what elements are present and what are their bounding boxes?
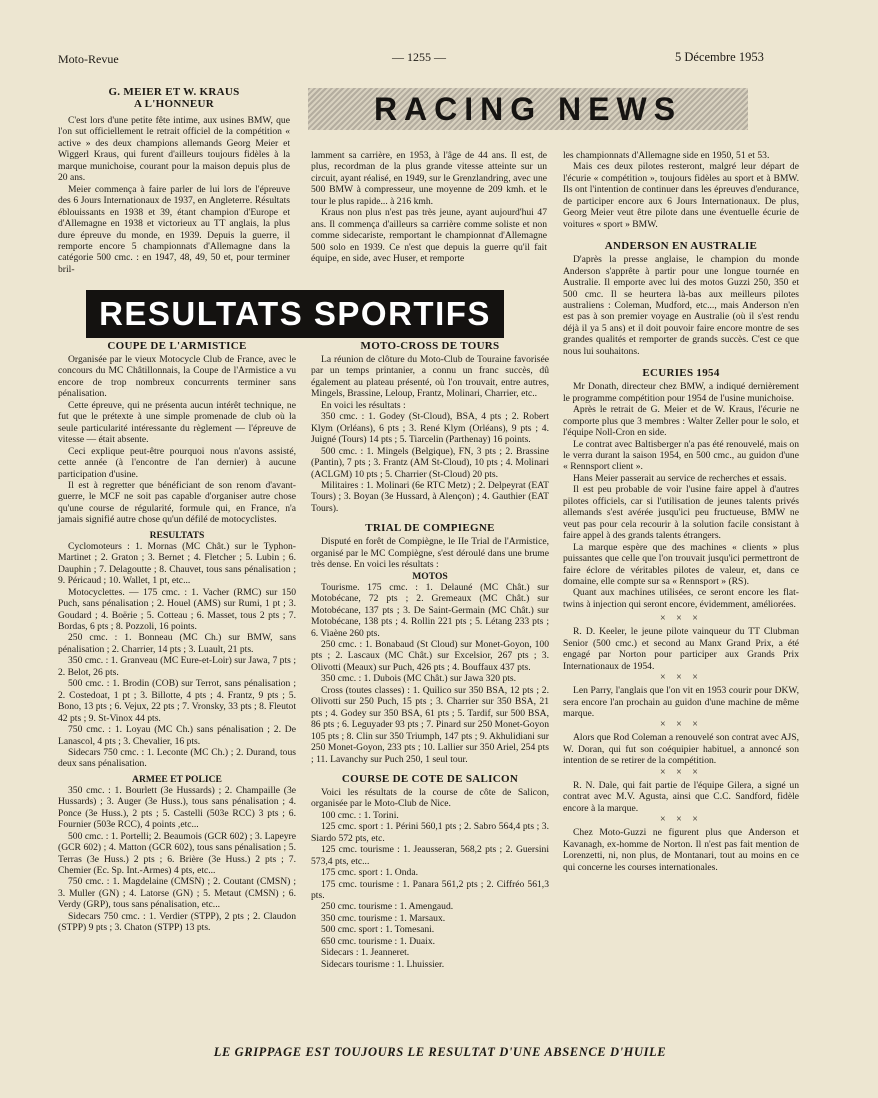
- result-line: Sidecars : 1. Jeanneret.: [321, 947, 410, 959]
- paragraph: Meier commença à faire parler de lui lors de l'épreuve des 6 Jours Internationaux de 1937, en Angleterre. Résultats éblouissants en 1938 et 39, étant champion d'Europe et d'Allemagne en 1938 et victorieux au TT anglais, la plus dure épreuve du monde, en 1939. Depuis la guerre, il remporte encore 5 championnats d'Allemagne dans la catégorie 500 cmc. : en 1947, 48, 49, 50 et, pour terminer bril-: [58, 183, 290, 275]
- paragraph: lamment sa carrière, en 1953, à l'âge de 44 ans. Il est, de plus, recordman de la plus grande vitesse atteinte sur un circuit, ayant réalisé, en 1949, sur le Grenzlandring, avec une 500 BMW à compresseur, une moyenne de 209 kmh. et le tour le plus rapide... à 216 kmh.: [311, 150, 547, 207]
- motos-subtitle: MOTOS: [412, 570, 448, 582]
- paragraph: La marque espère que des machines « clients » plus puissantes que celle que l'on trouvait jusqu'ici permettront de faire éclore de véritables pilotes de valeur, et, dans ce domaine, elle compte sur sa « Rennsport » (RS).: [563, 541, 799, 587]
- paragraph: Il est à regretter que bénéficiant de son renom d'avant-guerre, le MCF ne soit pas capable d'organiser autre chose qu'une course de régularité, formule qui, en France, n'a jamais signifié autre chose qu'un défilé de motocyclistes.: [58, 479, 296, 526]
- paragraph: Ceci explique peut-être pourquoi nous n'avons assisté, cette année (à l'encontre de l'an dernier) à aucune participation d'usine.: [58, 445, 296, 480]
- result-line: 750 cmc. : 1. Magdelaine (CMSN) ; 2. Coutant (CMSN) ; 3. Muller (GN) ; 4. Latorse (GN) ; 5. Metaut (CMSN) ; 6. Verdy (GRP), tous sans pénalisation, etc...: [58, 876, 296, 911]
- paragraph: La réunion de clôture du Moto-Club de Touraine favorisée par un temps printanier, a connu un franc succès, dû également au plateau présenté, où l'on trouvait, entre autres, Mingels, Brassine, Leloup, Frantz, Molinari, Charrier, etc..: [311, 354, 549, 400]
- result-line: Sidecars 750 cmc. : 1. Verdier (STPP), 2 pts ; 2. Claudon (STPP) 9 pts ; 3. Chaton (STPP) 13 pts.: [58, 910, 296, 934]
- paragraph: Cette épreuve, qui ne présenta aucun intérêt technique, ne fut que le prétexte à une simple promenade de club où la seule particularité intéressante du règlement — l'épreuve de vitesse — était absente.: [58, 399, 296, 446]
- paragraph: Mr Donath, directeur chez BMW, a indiqué dernièrement le programme compétition pour 1954 de l'usine munichoise.: [563, 381, 799, 404]
- separator: × × ×: [660, 766, 702, 778]
- paragraph: Disputé en forêt de Compiègne, le IIe Trial de l'Armistice, organisé par le MC Compiègne, s'est déroulé dans une brume très dense. En voici les résultats :: [311, 536, 549, 571]
- middle-column-results: [311, 340, 549, 970]
- result-line: 350 cmc. : 1. Bourlett (3e Hussards) ; 2. Champaille (3e Hussards) ; 3. Auger (3e Huss.), tous sans pénalisation ; 4. Ponce (3e Huss.), 2 pts ; 5. Castelli (503e RCC) 3 pts ; 6. Fournier (503e RCC), 4 points ,etc...: [58, 784, 296, 831]
- result-line: Cross (toutes classes) : 1. Quilico sur 350 BSA, 12 pts ; 2. Olivotti sur 250 Puch, 15 pts ; 3. Charrier sur 350 BSA, 21 pts ; 4. Godey sur 350 BSA, 61 pts ; 5. Tardif, sur 500 BSA, 86 pts ; 6. Leguyader 93 pts ; 7. Pinard sur 250 Monet-Goyon 105 pts ; 8. Clin sur 350 Triumph, 147 pts ; 9. Akhulidiani sur 250 Monet-Goyon, 233 pts ; 10. Lallier sur 350 Ariel, 254 pts ; 11. Lavanchy sur Puch 250, 1 seul tour.: [311, 684, 549, 765]
- paragraph: Le contrat avec Baltisberger n'a pas été renouvelé, mais on le verra durant la saison 1954, en 500 cmc., au guidon d'une « Rennsport client ».: [563, 438, 799, 473]
- ecuries-title: ECURIES 1954: [642, 367, 720, 380]
- separator: × × ×: [660, 613, 702, 625]
- news-item: R. D. Keeler, le jeune pilote vainqueur du TT Clubman Senior (500 cmc.) et second au Manx Grand Prix, a été engagé par Norton pour participer aux Grands Prix Internationaux de 1954.: [563, 626, 799, 672]
- resultats-sportifs-banner: RESULTATS SPORTIFS: [86, 290, 504, 338]
- result-line: Sidecars 750 cmc. : 1. Leconte (MC Ch.) ; 2. Durand, tous deux sans pénalisation.: [58, 746, 296, 770]
- article-subtitle: A L'HONNEUR: [133, 98, 214, 110]
- paragraph: Après le retrait de G. Meier et de W. Kraus, l'écurie ne comporte plus que 3 membres : Walter Zeller pour le solo, et l'équipe Noll-Cron en side.: [563, 404, 799, 439]
- result-line: 125 cmc. tourisme : 1. Jeausseran, 568,2 pts ; 2. Guersini 573,4 pts, etc...: [311, 844, 549, 867]
- result-line: 250 cmc. tourisme : 1. Amengaud.: [321, 901, 454, 913]
- news-item: Alors que Rod Coleman a renouvelé son contrat avec AJS, W. Doran, qui fut son coéquipier habituel, a annoncé son intention de se retirer de la compétition.: [563, 732, 799, 767]
- paragraph: Quant aux machines utilisées, ce seront encore les flat-twins à injection qui seront encore, évidemment, améliorées.: [563, 587, 799, 610]
- paragraph: Kraus non plus n'est pas très jeune, ayant aujourd'hui 47 ans. Il commença d'ailleurs sa carrière comme soliste et non comme sidecariste, remportant le championnat d'Allemagne 500 solo en 1939. Ce n'est que depuis la guerre qu'il fait équipe, en side, avec Huser, et remporte: [311, 207, 547, 265]
- right-column: [563, 150, 799, 873]
- result-line: Cyclomoteurs : 1. Mornas (MC Chât.) sur le Typhon-Martinet ; 2. Graton ; 3. Bernet ; 4. Fletcher ; 5. Lubin ; 6. Dauphin ; 7. Delagoutte ; 8. Chauvet, tous sans pénalisation ; 9. Péricaud ; 10. Wallet, 1 pt, etc...: [58, 540, 296, 587]
- separator: × × ×: [660, 719, 702, 731]
- result-line: 250 cmc. : 1. Bonabaud (St Cloud) sur Monet-Goyon, 100 pts ; 2. Lascaux (MC Chât.) sur Excelsior, 267 pts ; 3. Olivotti (Meaux) sur Puch, 426 pts ; 4. Bouffaux 437 pts.: [311, 638, 549, 673]
- page-number: — 1255 —: [392, 50, 446, 64]
- motocross-title: MOTO-CROSS DE TOURS: [360, 340, 500, 352]
- meier-kraus-article: [58, 86, 290, 275]
- result-line: 125 cmc. sport : 1. Périni 560,1 pts ; 2. Sabro 564,4 pts ; 3. Siardo 572 pts, etc.: [311, 821, 549, 844]
- armee-subtitle: ARMEE ET POLICE: [132, 773, 222, 785]
- issue-date: 5 Décembre 1953: [675, 50, 764, 64]
- result-line: Tourisme. 175 cmc. : 1. Delauné (MC Chât.) sur Motobécane, 72 pts ; 2. Gremeaux (MC Chât.) sur Motobécane, 137 pts ; 3. De Saint-Germain (MC Chât.) sur Motobécane, 138 pts ; 4. Rollin 221 pts ; 5. Létang 233 pts ; 6. Viaène 260 pts.: [311, 581, 549, 639]
- paragraph: les championnats d'Allemagne side en 1950, 51 et 53.: [563, 150, 770, 161]
- paragraph: En voici les résultats :: [321, 399, 406, 411]
- footer-slogan: LE GRIPPAGE EST TOUJOURS LE RESULTAT D'UNE ABSENCE D'HUILE: [213, 1045, 667, 1059]
- anderson-title: ANDERSON EN AUSTRALIE: [604, 240, 758, 253]
- paragraph: D'après la presse anglaise, le champion du monde Anderson s'apprête à partir pour une longue tournée en Australie. Il emporte avec lui des motos Guzzi 250, 350 et 500 cmc. Il se heurtera là-bas aux meilleurs pilotes australiens : Coleman, Mudford, etc..., mais Anderson n'en est pas à son premier voyage en Australie (où il s'est rendu déjà il ya 5 ans) et il doit pouvoir faire encore montre de ses grandes qualités et remporter de grands succès. C'est ce que nous lui souhaitons.: [563, 254, 799, 357]
- coupe-armistice-article: [58, 340, 296, 934]
- result-line: 500 cmc. sport : 1. Tomesani.: [321, 924, 435, 936]
- news-item: Chez Moto-Guzzi ne figurent plus que Anderson et Kavanagh, ex-homme de Norton. Il n'est pas fait mention de Lorenzetti, ni, non plus, de Montanari, tout au moins en ce qui concerne les courses internationales.: [563, 827, 799, 873]
- paragraph: Hans Meier passerait au service de recherches et essais.: [573, 472, 787, 484]
- news-item: Len Parry, l'anglais que l'on vit en 1953 courir pour DKW, sera encore l'an prochain au guidon d'une machine de même marque.: [563, 685, 799, 720]
- paragraph: Voici les résultats de la course de côte de Salicon, organisée par le Moto-Club de Nice.: [311, 786, 549, 810]
- magazine-name: Moto-Revue: [58, 52, 119, 66]
- separator: × × ×: [660, 814, 702, 826]
- result-line: Motocyclettes. — 175 cmc. : 1. Vacher (RMC) sur 150 Puch, sans pénalisation ; 2. Houel (AMS) sur Rumi, 1 pt ; 3. Goudard ; 4. Boërie ; 5. Cotteau ; 6. Masset, tous 2 pts ; 7. Bordas, 6 pts ; 8. Pozzoli, 16 points.: [58, 586, 296, 632]
- result-line: 175 cmc. sport : 1. Onda.: [321, 867, 418, 879]
- result-line: 250 cmc. : 1. Bonneau (MC Ch.) sur BMW, sans pénalisation ; 2. Charrier, 14 pts ; 3. Luault, 21 pts.: [58, 632, 296, 655]
- trial-title: TRIAL DE COMPIEGNE: [365, 522, 495, 535]
- meier-kraus-continued: [311, 150, 547, 265]
- coupe-title: COUPE DE L'ARMISTICE: [107, 340, 247, 352]
- result-line: 100 cmc. : 1. Torini.: [321, 809, 399, 821]
- result-line: 500 cmc. : 1. Brodin (COB) sur Terrot, sans pénalisation ; 2. Costedoat, 1 pt ; 3. Billotte, 4 pts ; 4. Frantz, 9 pts ; 5. Bono, 13 pts ; 6. Vejux, 22 pts ; 7. Vronsky, 33 pts ; 8. Fleutot 42 pts ; 9. St-Vinox 44 pts.: [58, 678, 296, 724]
- racing-news-banner: RACING NEWS: [308, 88, 748, 130]
- paragraph: Mais ces deux pilotes resteront, malgré leur départ de l'écurie « compétition », toujours fidèles au sport et à BMW. Ils ont l'intention de continuer dans les épreuves d'endurance, de participer encore aux 6 Jours Internationaux. De plus, Georg Meier veut être pilote dans une éventuelle écurie de voitures « sport » BMW.: [563, 161, 799, 230]
- result-line: Sidecars tourisme : 1. Lhuissier.: [321, 958, 445, 970]
- result-line: 350 cmc. tourisme : 1. Marsaux.: [321, 912, 446, 924]
- paragraph: Il est peu probable de voir l'usine faire appel à d'autres pilotes officiels, car si l'utilisation de jeunes talents privés allemands s'est avérée jusqu'ici peu fructueuse, BMW ne veut pas pour cela recourir à la solution facile consistant à faire appel à des grands talents étrangers.: [563, 484, 799, 542]
- article-title: G. MEIER ET W. KRAUS: [108, 86, 240, 98]
- result-line: 500 cmc. : 1. Mingels (Belgique), FN, 3 pts ; 2. Brassine (Pantin), 7 pts ; 3. Frantz (AM St-Cloud), 10 pts ; 4. Molinari (ACLGM) 10 pts ; 5. Charrier (St-Cloud) 20 pts.: [311, 445, 549, 480]
- result-line: 350 cmc. : 1. Dubois (MC Chât.) sur Jawa 320 pts.: [321, 673, 517, 685]
- result-line: 175 cmc. tourisme : 1. Panara 561,2 pts ; 2. Ciffréo 561,3 pts.: [311, 878, 549, 902]
- salicon-results: [311, 810, 549, 970]
- separator: × × ×: [660, 672, 702, 684]
- paragraph: C'est lors d'une petite fête intime, aux usines BMW, que l'on sut officiellement le retrait officiel de la compétition « active » des deux champions allemands Georg Meier et Wiggerl Kraus, qui furent d'ailleurs toujours fidèles à la marque munichoise, courant pour la maison depuis plus de 20 ans.: [58, 115, 290, 184]
- news-item: R. N. Dale, qui fait partie de l'équipe Gilera, a signé un contrat avec M.V. Agusta, ainsi que C.C. Sandford, fidèle encore à la marque.: [563, 779, 799, 814]
- result-line: 650 cmc. tourisme : 1. Duaix.: [321, 935, 436, 947]
- result-line: 350 cmc. : 1. Granveau (MC Eure-et-Loir) sur Jawa, 7 pts ; 2. Belot, 26 pts.: [58, 655, 296, 678]
- result-line: 750 cmc. : 1. Loyau (MC Ch.) sans pénalisation ; 2. De Lanascol, 4 pts ; 3. Chevalier, 16 pts.: [58, 724, 296, 747]
- result-line: Militaires : 1. Molinari (6e RTC Metz) ; 2. Delpeyrat (EAT Tours) ; 3. Boyan (3e Hussard, à Alençon) ; 4. Gauthier (EAT Tours).: [311, 479, 549, 514]
- resultats-subtitle: RESULTATS: [149, 529, 205, 541]
- result-line: 500 cmc. : 1. Portelli; 2. Beaumois (GCR 602) ; 3. Lapeyre (GCR 602) ; 4. Matton (GCR 602), tous sans pénalisation ; 5. Terras (3e Huss.) 2 pts ; 6. Brière (3e Huss.) 2 pts ; 7. Chemier (Ec. Sp. Int.-Armes) 4 pts, etc...: [58, 830, 296, 877]
- paragraph: Organisée par le vieux Motocycle Club de France, avec le concours du MC Châtillonnais, la Coupe de l'Armistice a vu encore de trop nombreux concurrents terminer sans pénalisation.: [58, 354, 296, 400]
- result-line: 350 cmc. : 1. Godey (St-Cloud), BSA, 4 pts ; 2. Robert Klym (Orléans), 6 pts ; 3. René Klym (Orléans), 9 pts ; 4. Juigné (Tours) 14 pts ; 5. Tiarcelin (Parthenay) 16 points.: [311, 411, 549, 446]
- salicon-title: COURSE DE COTE DE SALICON: [341, 772, 519, 785]
